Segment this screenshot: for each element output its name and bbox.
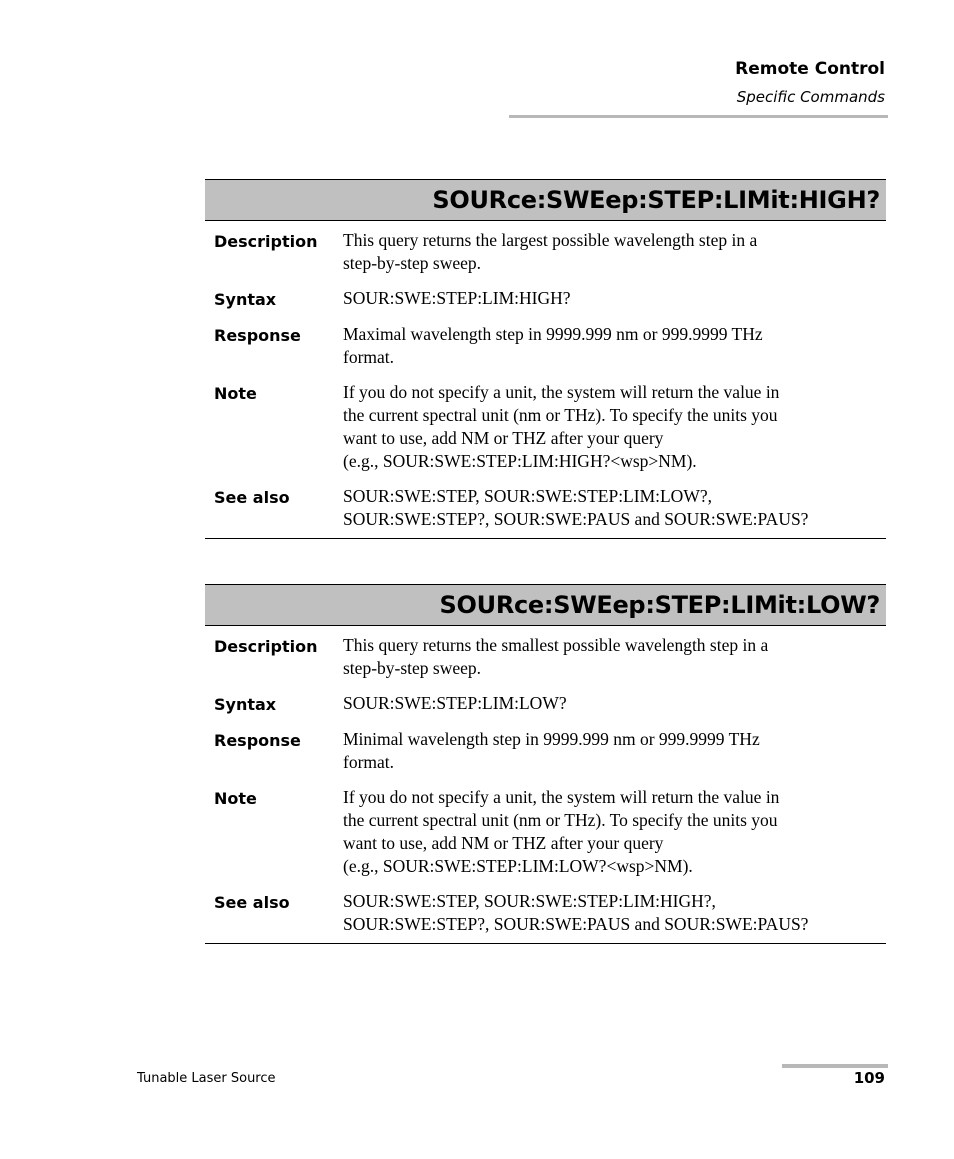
syntax-row <box>205 692 886 716</box>
note-label: Note <box>214 789 257 808</box>
header-rule <box>509 115 888 118</box>
response-label: Response <box>214 731 301 750</box>
see-also-row <box>205 485 886 531</box>
chapter-title: Remote Control <box>735 59 885 79</box>
command-block-high <box>205 179 886 539</box>
page-number: 109 <box>853 1069 885 1087</box>
note-line: (e.g., SOUR:SWE:STEP:LIM:HIGH?<wsp>NM). <box>343 451 697 471</box>
note-line: (e.g., SOUR:SWE:STEP:LIM:LOW?<wsp>NM). <box>343 856 693 876</box>
see-also-row <box>205 890 886 936</box>
syntax-label: Syntax <box>214 695 277 714</box>
command-title: SOURce:SWEep:STEP:LIMit:LOW? <box>439 591 880 619</box>
note-text <box>343 786 886 878</box>
see-also-line: SOUR:SWE:STEP?, SOUR:SWE:PAUS and SOUR:SWE:PAUS? <box>343 914 809 934</box>
description-label: Description <box>214 232 318 251</box>
response-line: Maximal wavelength step in 9999.999 nm or 999.9999 THz <box>343 324 763 344</box>
note-row <box>205 786 886 878</box>
command-header <box>205 584 886 626</box>
note-line: want to use, add NM or THZ after your query <box>343 833 664 853</box>
description-line: step-by-step sweep. <box>343 658 482 678</box>
description-label: Description <box>214 637 318 656</box>
response-line: format. <box>343 347 395 367</box>
description-line: step-by-step sweep. <box>343 253 482 273</box>
note-text <box>343 381 886 473</box>
syntax-text <box>343 287 886 311</box>
syntax-row <box>205 287 886 311</box>
see-also-line: SOUR:SWE:STEP?, SOUR:SWE:PAUS and SOUR:SWE:PAUS? <box>343 509 809 529</box>
description-line: This query returns the largest possible wavelength step in a <box>343 230 758 250</box>
description-text <box>343 229 886 275</box>
syntax-text <box>343 692 886 716</box>
note-line: If you do not specify a unit, the system will return the value in <box>343 382 780 402</box>
description-line: This query returns the smallest possible wavelength step in a <box>343 635 769 655</box>
note-line: the current spectral unit (nm or THz). To specify the units you <box>343 810 778 830</box>
see-also-label: See also <box>214 488 290 507</box>
syntax-line: SOUR:SWE:STEP:LIM:HIGH? <box>343 288 571 308</box>
running-header <box>735 58 885 107</box>
see-also-label: See also <box>214 893 290 912</box>
response-line: Minimal wavelength step in 9999.999 nm or 999.9999 THz <box>343 729 760 749</box>
description-text <box>343 634 886 680</box>
note-line: want to use, add NM or THZ after your query <box>343 428 664 448</box>
footer-rule <box>782 1064 888 1068</box>
syntax-line: SOUR:SWE:STEP:LIM:LOW? <box>343 693 567 713</box>
response-text <box>343 728 886 774</box>
response-label: Response <box>214 326 301 345</box>
command-body <box>205 221 886 539</box>
note-row <box>205 381 886 473</box>
description-row <box>205 229 886 275</box>
response-text <box>343 323 886 369</box>
see-also-line: SOUR:SWE:STEP, SOUR:SWE:STEP:LIM:HIGH?, <box>343 891 716 911</box>
command-header <box>205 179 886 221</box>
see-also-line: SOUR:SWE:STEP, SOUR:SWE:STEP:LIM:LOW?, <box>343 486 712 506</box>
command-title: SOURce:SWEep:STEP:LIMit:HIGH? <box>432 186 880 214</box>
footer-product-name: Tunable Laser Source <box>137 1071 276 1086</box>
see-also-text <box>343 890 886 936</box>
response-row <box>205 323 886 369</box>
command-block-low <box>205 584 886 944</box>
command-body <box>205 626 886 944</box>
response-line: format. <box>343 752 395 772</box>
description-row <box>205 634 886 680</box>
syntax-label: Syntax <box>214 290 277 309</box>
response-row <box>205 728 886 774</box>
section-title: Specific Commands <box>736 88 885 106</box>
note-line: If you do not specify a unit, the system will return the value in <box>343 787 780 807</box>
note-line: the current spectral unit (nm or THz). To specify the units you <box>343 405 778 425</box>
see-also-text <box>343 485 886 531</box>
note-label: Note <box>214 384 257 403</box>
